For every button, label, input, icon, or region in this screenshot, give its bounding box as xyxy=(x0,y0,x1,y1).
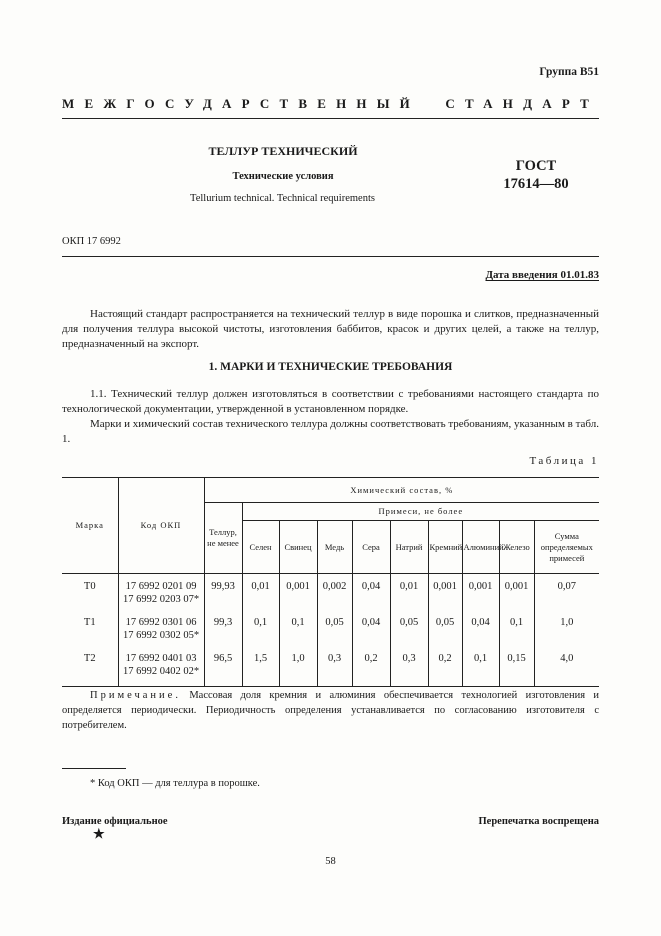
cell-fe: 0,1 xyxy=(499,610,534,646)
cell-s: 0,04 xyxy=(352,574,390,611)
cell-te: 99,93 xyxy=(204,574,242,611)
header-rule xyxy=(62,118,599,119)
official-edition: Издание официальное xyxy=(62,816,168,827)
cell-na: 0,01 xyxy=(390,574,428,611)
cell-cu: 0,05 xyxy=(317,610,352,646)
table-row xyxy=(62,610,599,646)
header-iron: Железо xyxy=(499,521,534,574)
section-heading: 1. МАРКИ И ТЕХНИЧЕСКИЕ ТРЕБОВАНИЯ xyxy=(208,361,453,373)
composition-table xyxy=(62,477,599,687)
cell-si: 0,05 xyxy=(428,610,462,646)
note-label: Примечание. xyxy=(90,690,181,701)
cell-cu: 0,002 xyxy=(317,574,352,611)
banner-left: МЕЖГОСУДАРСТВЕННЫЙ xyxy=(62,96,420,111)
okp-code-b: 17 6992 0302 05* xyxy=(122,630,200,641)
cell-na: 0,05 xyxy=(390,610,428,646)
section-paragraph-2: Марки и химический состав технического теллура должны соответствовать требованиям, указанным в табл. 1. xyxy=(62,418,599,445)
header-okp: Код ОКП xyxy=(118,478,204,574)
header-lead: Свинец xyxy=(279,521,317,574)
document-title: ТЕЛЛУР ТЕХНИЧЕСКИЙ xyxy=(208,144,358,158)
header-copper: Медь xyxy=(317,521,352,574)
okp-code-b: 17 6992 0203 07* xyxy=(122,594,200,605)
header-sum: Сумма определяемых примесей xyxy=(534,521,599,574)
cell-grade: Т1 xyxy=(62,610,118,646)
cell-pb: 0,1 xyxy=(279,610,317,646)
cell-sum: 0,07 xyxy=(534,574,599,611)
page-number: 58 xyxy=(325,856,336,867)
header-silicon: Кремний xyxy=(428,521,462,574)
okp-code-b: 17 6992 0402 02* xyxy=(122,666,200,677)
cell-sum: 4,0 xyxy=(534,646,599,686)
table-row xyxy=(62,574,599,611)
cell-fe: 0,15 xyxy=(499,646,534,686)
cell-grade: Т2 xyxy=(62,646,118,686)
english-title: Tellurium technical. Technical requirements xyxy=(190,193,375,204)
cell-si: 0,001 xyxy=(428,574,462,611)
header-grade: Марка xyxy=(62,478,118,574)
table-row xyxy=(62,646,599,686)
gost-designation xyxy=(488,157,584,193)
banner-right: СТАНДАРТ xyxy=(445,96,599,111)
footnote-rule xyxy=(62,768,126,769)
cell-se: 0,01 xyxy=(242,574,279,611)
cell-grade: Т0 xyxy=(62,574,118,611)
cell-al: 0,1 xyxy=(462,646,499,686)
star-icon: ★ xyxy=(93,826,105,841)
reprint-prohibited: Перепечатка воспрещена xyxy=(478,816,599,827)
okp-code: ОКП 17 6992 xyxy=(62,236,121,247)
cell-na: 0,3 xyxy=(390,646,428,686)
gost-label: ГОСТ xyxy=(515,158,557,174)
table-caption: Таблица 1 xyxy=(529,455,599,467)
okp-code-a: 17 6992 0201 09 xyxy=(125,581,197,592)
header-sulfur: Сера xyxy=(352,521,390,574)
header-impurities: Примеси, не более xyxy=(242,503,599,521)
okp-code-a: 17 6992 0401 03 xyxy=(125,653,197,664)
cell-te: 96,5 xyxy=(204,646,242,686)
header-sodium: Натрий xyxy=(390,521,428,574)
cell-fe: 0,001 xyxy=(499,574,534,611)
document-subtitle: Технические условия xyxy=(232,171,334,182)
gost-number: 17614—80 xyxy=(503,176,569,192)
cell-okp xyxy=(118,574,204,611)
note-text: Массовая доля кремния и алюминия обеспечивается технологией изготовления и определяется периодически. Периодичность определения устанавливается по согласованию изготовителя с потребителем. xyxy=(62,690,599,731)
footnote: * Код ОКП — для теллура в порошке. xyxy=(90,778,260,789)
standard-banner xyxy=(62,96,599,112)
cell-al: 0,001 xyxy=(462,574,499,611)
title-rule xyxy=(62,256,599,257)
cell-se: 0,1 xyxy=(242,610,279,646)
cell-cu: 0,3 xyxy=(317,646,352,686)
cell-te: 99,3 xyxy=(204,610,242,646)
cell-sum: 1,0 xyxy=(534,610,599,646)
header-selenium: Селен xyxy=(242,521,279,574)
cell-pb: 0,001 xyxy=(279,574,317,611)
header-tellurium: Теллур, не менее xyxy=(204,503,242,574)
cell-pb: 1,0 xyxy=(279,646,317,686)
intro-paragraph: Настоящий стандарт распространяется на технический теллур в виде порошка и слитков, предназначенный для получения теллура высокой чистоты, изготовления баббитов, красок и других целей, а также на теллур, предназначенный на экспорт. xyxy=(62,308,599,350)
group-code: Группа В51 xyxy=(539,66,599,78)
cell-s: 0,04 xyxy=(352,610,390,646)
table-note xyxy=(62,688,599,733)
header-aluminum: Алюминий xyxy=(462,521,499,574)
cell-al: 0,04 xyxy=(462,610,499,646)
cell-okp xyxy=(118,610,204,646)
cell-si: 0,2 xyxy=(428,646,462,686)
cell-se: 1,5 xyxy=(242,646,279,686)
okp-code-a: 17 6992 0301 06 xyxy=(125,617,197,628)
section-paragraph-1: 1.1. Технический теллур должен изготовляться в соответствии с требованиями настоящего стандарта по технологической документации, утвержденной в установленном порядке. xyxy=(62,388,599,415)
intro-date: Дата введения 01.01.83 xyxy=(485,269,599,281)
cell-okp xyxy=(118,646,204,686)
cell-s: 0,2 xyxy=(352,646,390,686)
header-chem-composition: Химический состав, % xyxy=(204,478,599,503)
